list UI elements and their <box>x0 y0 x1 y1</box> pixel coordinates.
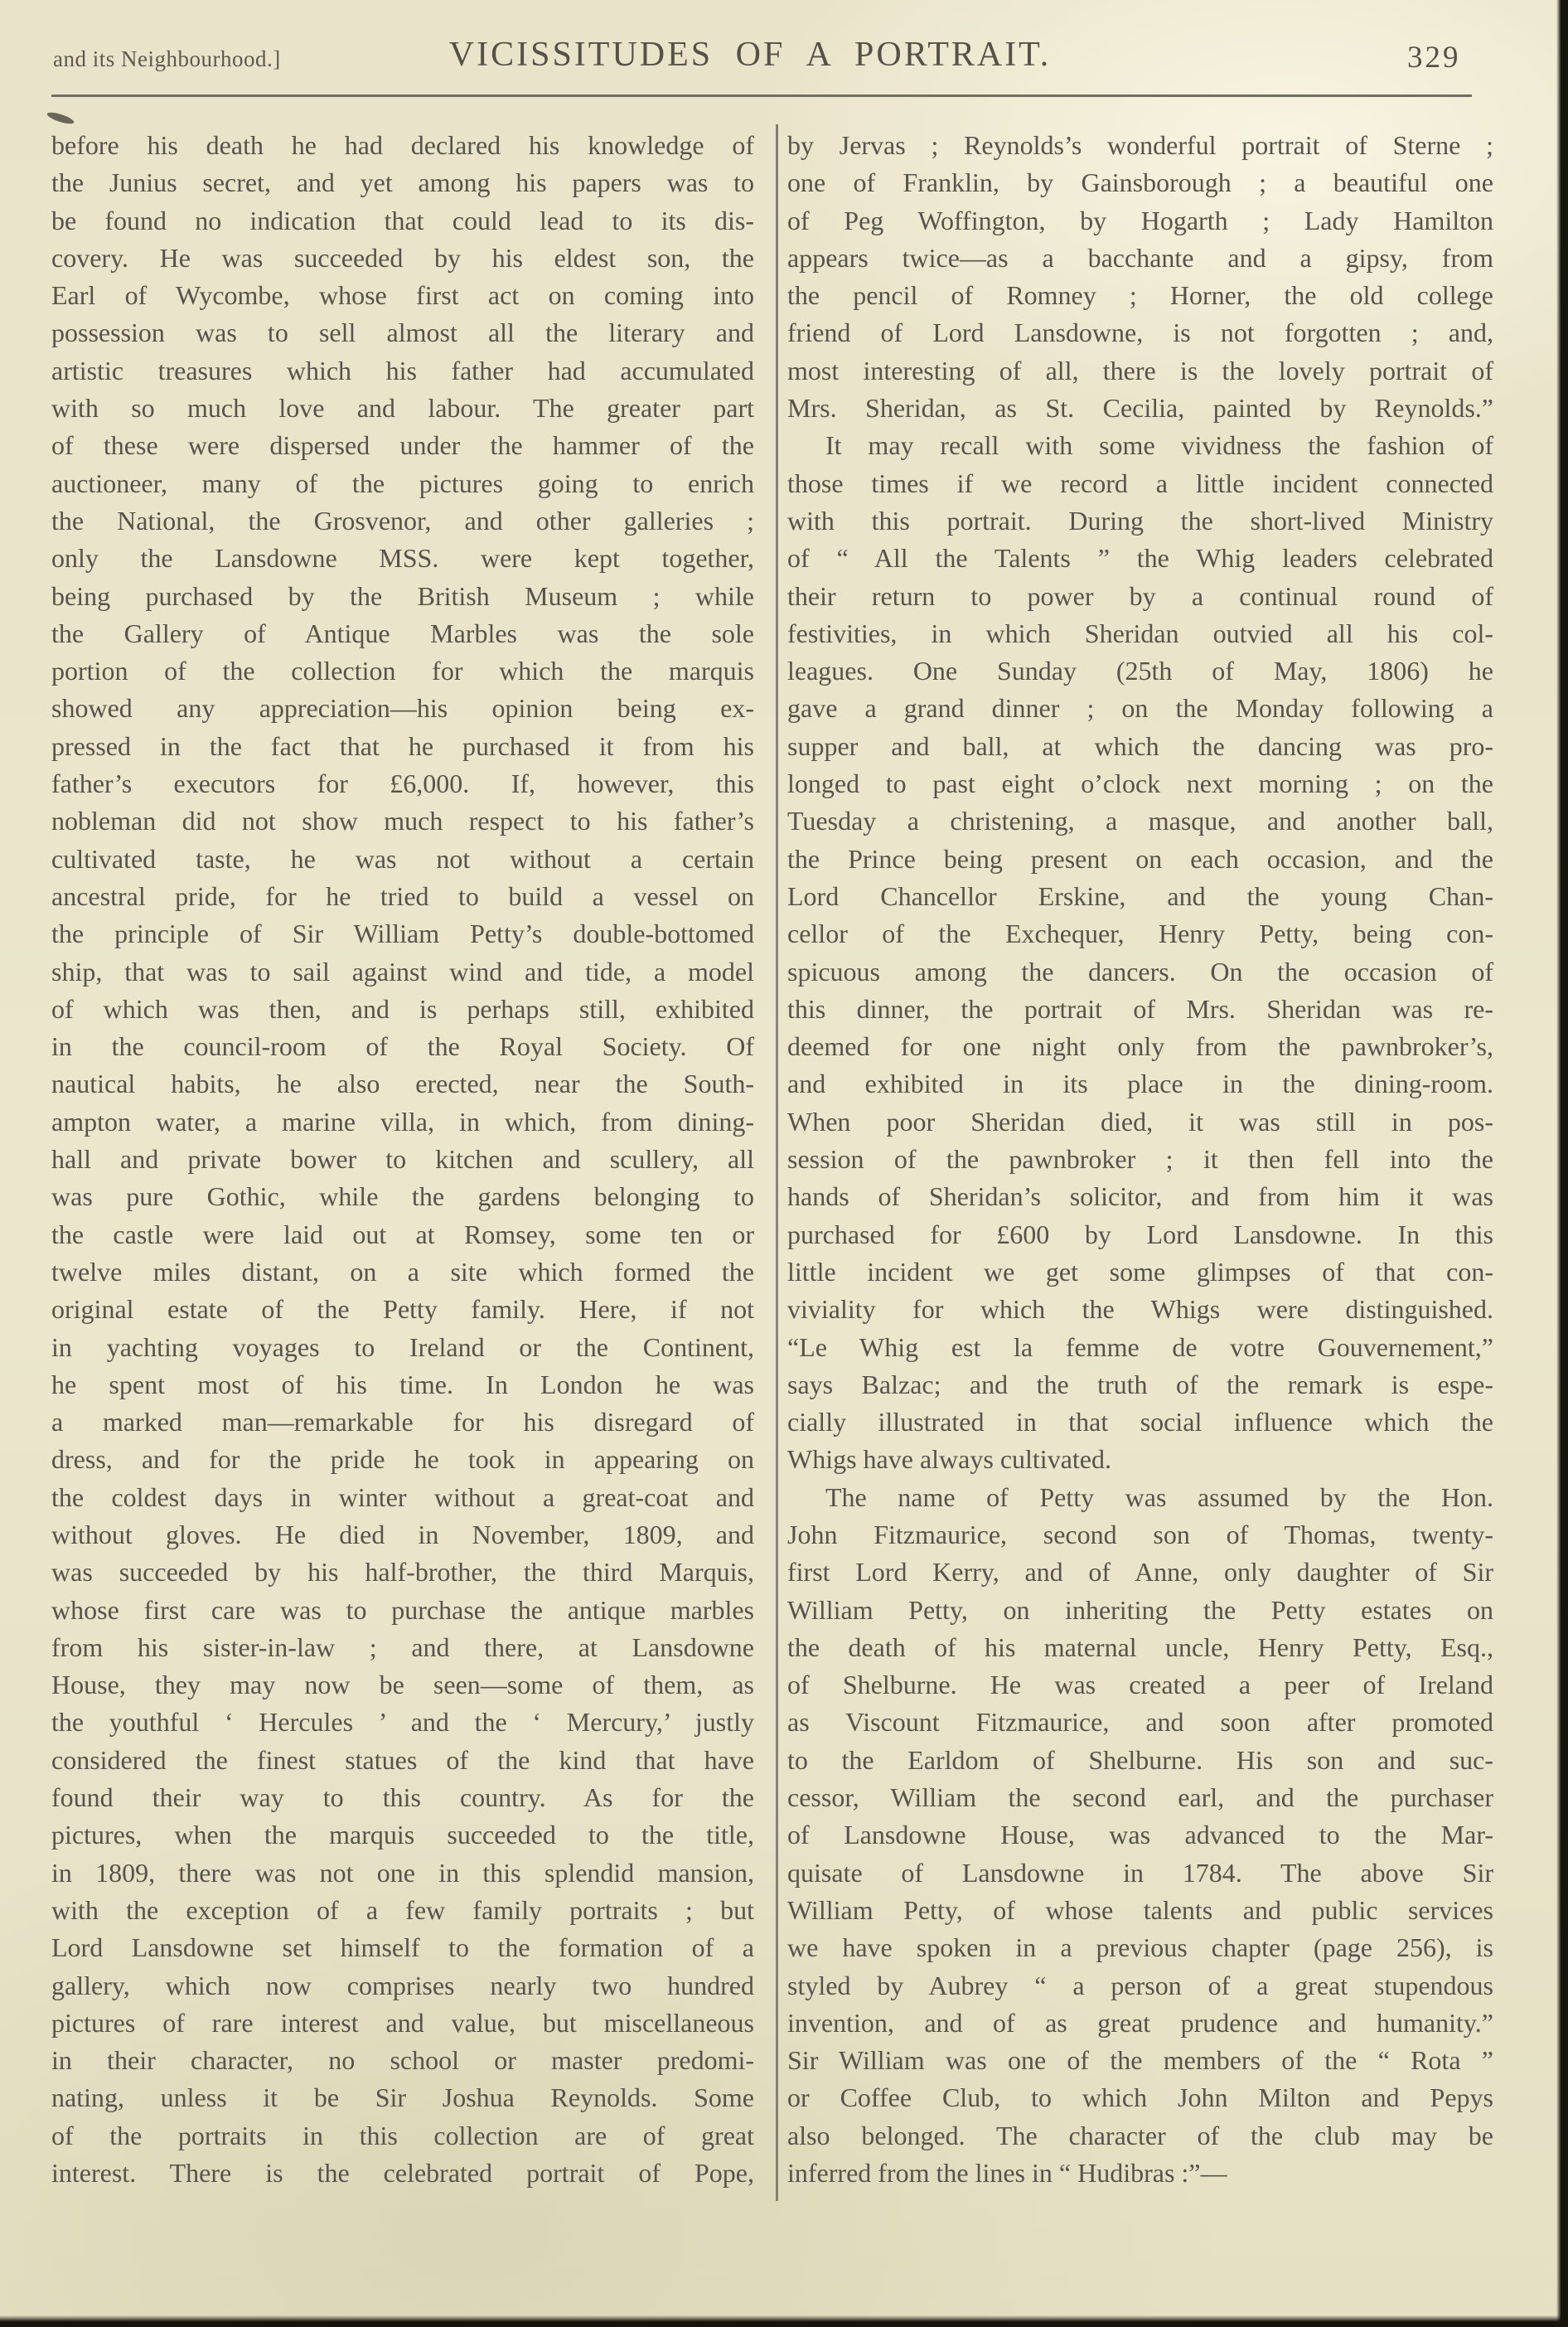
text-line: nautical habits, he also erected, near the South- <box>51 1069 754 1099</box>
text-line: in the council-room of the Royal Society. Of <box>51 1031 754 1062</box>
text-line: was succeeded by his half-brother, the third Marquis, <box>51 1557 754 1588</box>
text-line: invention, and of as great prudence and humanity.” <box>787 2007 1493 2038</box>
text-line: the principle of Sir William Petty’s double-bottomed <box>51 919 754 949</box>
text-line: pressed in the fact that he purchased it from his <box>51 730 754 761</box>
text-line: this dinner, the portrait of Mrs. Sheridan was re- <box>787 993 1493 1024</box>
text-line: Earl of Wycombe, whose first act on coming into <box>51 280 754 311</box>
text-line: was pure Gothic, while the gardens belonging to <box>51 1181 754 1212</box>
text-line: hands of Sheridan’s solicitor, and from him it was <box>787 1181 1493 1212</box>
text-line: pictures, when the marquis succeeded to the title, <box>51 1820 754 1850</box>
text-line: the Gallery of Antique Marbles was the sole <box>51 618 754 648</box>
text-line: in their character, no school or master predomi- <box>51 2045 754 2076</box>
text-line: auctioneer, many of the pictures going to enrich <box>51 468 754 498</box>
text-line: ampton water, a marine villa, in which, from dining- <box>51 1106 754 1137</box>
text-line: only the Lansdowne MSS. were kept together, <box>51 543 754 574</box>
text-line: twelve miles distant, on a site which formed the <box>51 1256 754 1287</box>
text-line: deemed for one night only from the pawnbroker’s, <box>787 1031 1493 1062</box>
text-line: the death of his maternal uncle, Henry Petty, Esq., <box>787 1631 1493 1662</box>
text-line: William Petty, of whose talents and public services <box>787 1894 1493 1925</box>
text-line: little incident we get some glimpses of that con- <box>787 1256 1493 1287</box>
text-line: he spent most of his time. In London he was <box>51 1369 754 1399</box>
text-line: considered the finest statues of the kind that have <box>51 1744 754 1775</box>
text-line: the youthful ‘ Hercules ’ and the ‘ Mercury,’ justly <box>51 1707 754 1738</box>
text-line: William Petty, on inheriting the Petty estates on <box>787 1594 1493 1625</box>
text-line: cessor, William the second earl, and the purchaser <box>787 1782 1493 1813</box>
text-line: nobleman did not show much respect to his father’s <box>51 806 754 836</box>
text-line: as Viscount Fitzmaurice, and soon after promoted <box>787 1707 1493 1738</box>
text-line: of these were dispersed under the hammer of the <box>51 430 754 461</box>
text-line: with so much love and labour. The greater part <box>51 393 754 424</box>
text-line: by Jervas ; Reynolds’s wonderful portrait of Sterne ; <box>787 130 1493 160</box>
text-line: ancestral pride, for he tried to build a vessel on <box>51 880 754 911</box>
text-line: cultivated taste, he was not without a certain <box>51 843 754 874</box>
text-line: interest. There is the celebrated portrait of Pope, <box>51 2158 754 2189</box>
text-line: in yachting voyages to Ireland or the Continent, <box>51 1331 754 1362</box>
text-line: Whigs have always cultivated. <box>787 1444 1111 1475</box>
text-line: also belonged. The character of the club may be <box>787 2120 1493 2150</box>
text-line: with the exception of a few family portraits ; but <box>51 1894 754 1925</box>
text-line: the Junius secret, and yet among his papers was to <box>51 167 754 198</box>
text-line: most interesting of all, there is the lovely portrait of <box>787 355 1493 385</box>
scan-artifact <box>46 110 75 126</box>
text-line: the coldest days in winter without a great-coat and <box>51 1481 754 1512</box>
text-line: be found no indication that could lead to its dis- <box>51 205 754 235</box>
text-line: portion of the collection for which the marquis <box>51 656 754 686</box>
text-line: of Shelburne. He was created a peer of Ireland <box>787 1670 1493 1700</box>
text-line: of “ All the Talents ” the Whig leaders celebrated <box>787 543 1493 574</box>
paragraph <box>787 427 1493 1478</box>
text-line: appears twice—as a bacchante and a gipsy, from <box>787 242 1493 273</box>
text-line: nating, unless it be Sir Joshua Reynolds. Some <box>51 2082 754 2113</box>
text-line: in 1809, there was not one in this splendid mansion, <box>51 1857 754 1888</box>
text-line: original estate of the Petty family. Here, if not <box>51 1294 754 1325</box>
text-line: cially illustrated in that social influence which the <box>787 1407 1493 1437</box>
text-line: Mrs. Sheridan, as St. Cecilia, painted by Reynolds.” <box>787 393 1493 424</box>
text-line: of Lansdowne House, was advanced to the Mar- <box>787 1820 1493 1850</box>
text-line: The name of Petty was assumed by the Hon. <box>825 1481 1493 1512</box>
text-line: cellor of the Exchequer, Henry Petty, being con- <box>787 919 1493 949</box>
text-line: whose first care was to purchase the antique marbles <box>51 1594 754 1625</box>
text-line: of the portraits in this collection are of great <box>51 2120 754 2150</box>
text-line: “Le Whig est la femme de votre Gouvernement,” <box>787 1331 1493 1362</box>
text-line: with this portrait. During the short-lived Ministry <box>787 505 1493 536</box>
text-line: possession was to sell almost all the literary and <box>51 318 754 348</box>
text-line: longed to past eight o’clock next morning ; on the <box>787 768 1493 799</box>
text-line: the castle were laid out at Romsey, some ten or <box>51 1219 754 1249</box>
text-line: Sir William was one of the members of the “ Rota ” <box>787 2045 1493 2076</box>
text-line: gave a grand dinner ; on the Monday following a <box>787 693 1493 724</box>
text-line: the pencil of Romney ; Horner, the old college <box>787 280 1493 311</box>
text-line: inferred from the lines in “ Hudibras :”— <box>787 2158 1227 2189</box>
scan-edge-right <box>1556 0 1568 2327</box>
paragraph <box>787 1479 1493 2193</box>
running-title-left: and its Neighbourhood.] <box>53 46 281 71</box>
text-line: festivities, in which Sheridan outvied all his col- <box>787 618 1493 648</box>
text-line: leagues. One Sunday (25th of May, 1806) he <box>787 656 1493 686</box>
text-line: those times if we record a little incident connected <box>787 468 1493 498</box>
text-line: gallery, which now comprises nearly two hundred <box>51 1970 754 2000</box>
text-column-left <box>51 127 754 2192</box>
page-number: 329 <box>1407 41 1461 75</box>
text-line: the Prince being present on each occasion, and the <box>787 843 1493 874</box>
text-line: When poor Sheridan died, it was still in pos- <box>787 1106 1493 1137</box>
paragraph <box>51 127 754 2192</box>
text-line: without gloves. He died in November, 1809, and <box>51 1519 754 1549</box>
text-line: House, they may now be seen—some of them, as <box>51 1670 754 1700</box>
text-column-right <box>787 127 1493 2192</box>
text-line: found their way to this country. As for the <box>51 1782 754 1813</box>
text-line: friend of Lord Lansdowne, is not forgotten ; and, <box>787 318 1493 348</box>
text-line: hall and private bower to kitchen and scullery, all <box>51 1144 754 1175</box>
text-line: or Coffee Club, to which John Milton and Pepys <box>787 2082 1493 2113</box>
scan-edge-bottom <box>0 2315 1568 2327</box>
text-line: viviality for which the Whigs were distinguished. <box>787 1294 1493 1325</box>
paragraph <box>787 127 1493 427</box>
text-line: John Fitzmaurice, second son of Thomas, twenty- <box>787 1519 1493 1549</box>
text-line: It may recall with some vividness the fashion of <box>825 430 1493 461</box>
text-line: first Lord Kerry, and of Anne, only daughter of Sir <box>787 1557 1493 1588</box>
text-line: pictures of rare interest and value, but miscellaneous <box>51 2007 754 2038</box>
text-line: of which was then, and is perhaps still, exhibited <box>51 993 754 1024</box>
text-line: showed any appreciation—his opinion being ex- <box>51 693 754 724</box>
text-line: being purchased by the British Museum ; while <box>51 580 754 611</box>
text-line: styled by Aubrey “ a person of a great stupendous <box>787 1970 1493 2000</box>
text-line: from his sister-in-law ; and there, at Lansdowne <box>51 1631 754 1662</box>
text-line: and exhibited in its place in the dining-room. <box>787 1069 1493 1099</box>
text-line: Lord Lansdowne set himself to the formation of a <box>51 1932 754 1963</box>
page-title: VICISSITUDES OF A PORTRAIT. <box>448 36 1052 74</box>
text-line: Lord Chancellor Erskine, and the young Chan- <box>787 880 1493 911</box>
text-line: session of the pawnbroker ; it then fell into the <box>787 1144 1493 1175</box>
header-rule <box>51 95 1472 97</box>
text-line: to the Earldom of Shelburne. His son and suc- <box>787 1744 1493 1775</box>
text-line: supper and ball, at which the dancing was pro- <box>787 730 1493 761</box>
text-line: before his death he had declared his knowledge of <box>51 130 754 160</box>
text-line: quisate of Lansdowne in 1784. The above Sir <box>787 1857 1493 1888</box>
text-line: father’s executors for £6,000. If, however, this <box>51 768 754 799</box>
text-line: we have spoken in a previous chapter (page 256), is <box>787 1932 1493 1963</box>
text-line: purchased for £600 by Lord Lansdowne. In this <box>787 1219 1493 1249</box>
text-line: ship, that was to sail against wind and tide, a model <box>51 956 754 987</box>
text-line: Tuesday a christening, a masque, and another ball, <box>787 806 1493 836</box>
text-line: artistic treasures which his father had accumulated <box>51 355 754 385</box>
text-line: spicuous among the dancers. On the occasion of <box>787 956 1493 987</box>
text-line: a marked man—remarkable for his disregard of <box>51 1407 754 1437</box>
column-divider-rule <box>776 124 778 2201</box>
text-line: of Peg Woffington, by Hogarth ; Lady Hamilton <box>787 205 1493 235</box>
text-line: their return to power by a continual round of <box>787 580 1493 611</box>
text-line: dress, and for the pride he took in appearing on <box>51 1444 754 1475</box>
text-line: one of Franklin, by Gainsborough ; a beautiful one <box>787 167 1493 198</box>
text-line: the National, the Grosvenor, and other galleries ; <box>51 505 754 536</box>
text-line: covery. He was succeeded by his eldest son, the <box>51 242 754 273</box>
text-line: says Balzac; and the truth of the remark is espe- <box>787 1369 1493 1399</box>
